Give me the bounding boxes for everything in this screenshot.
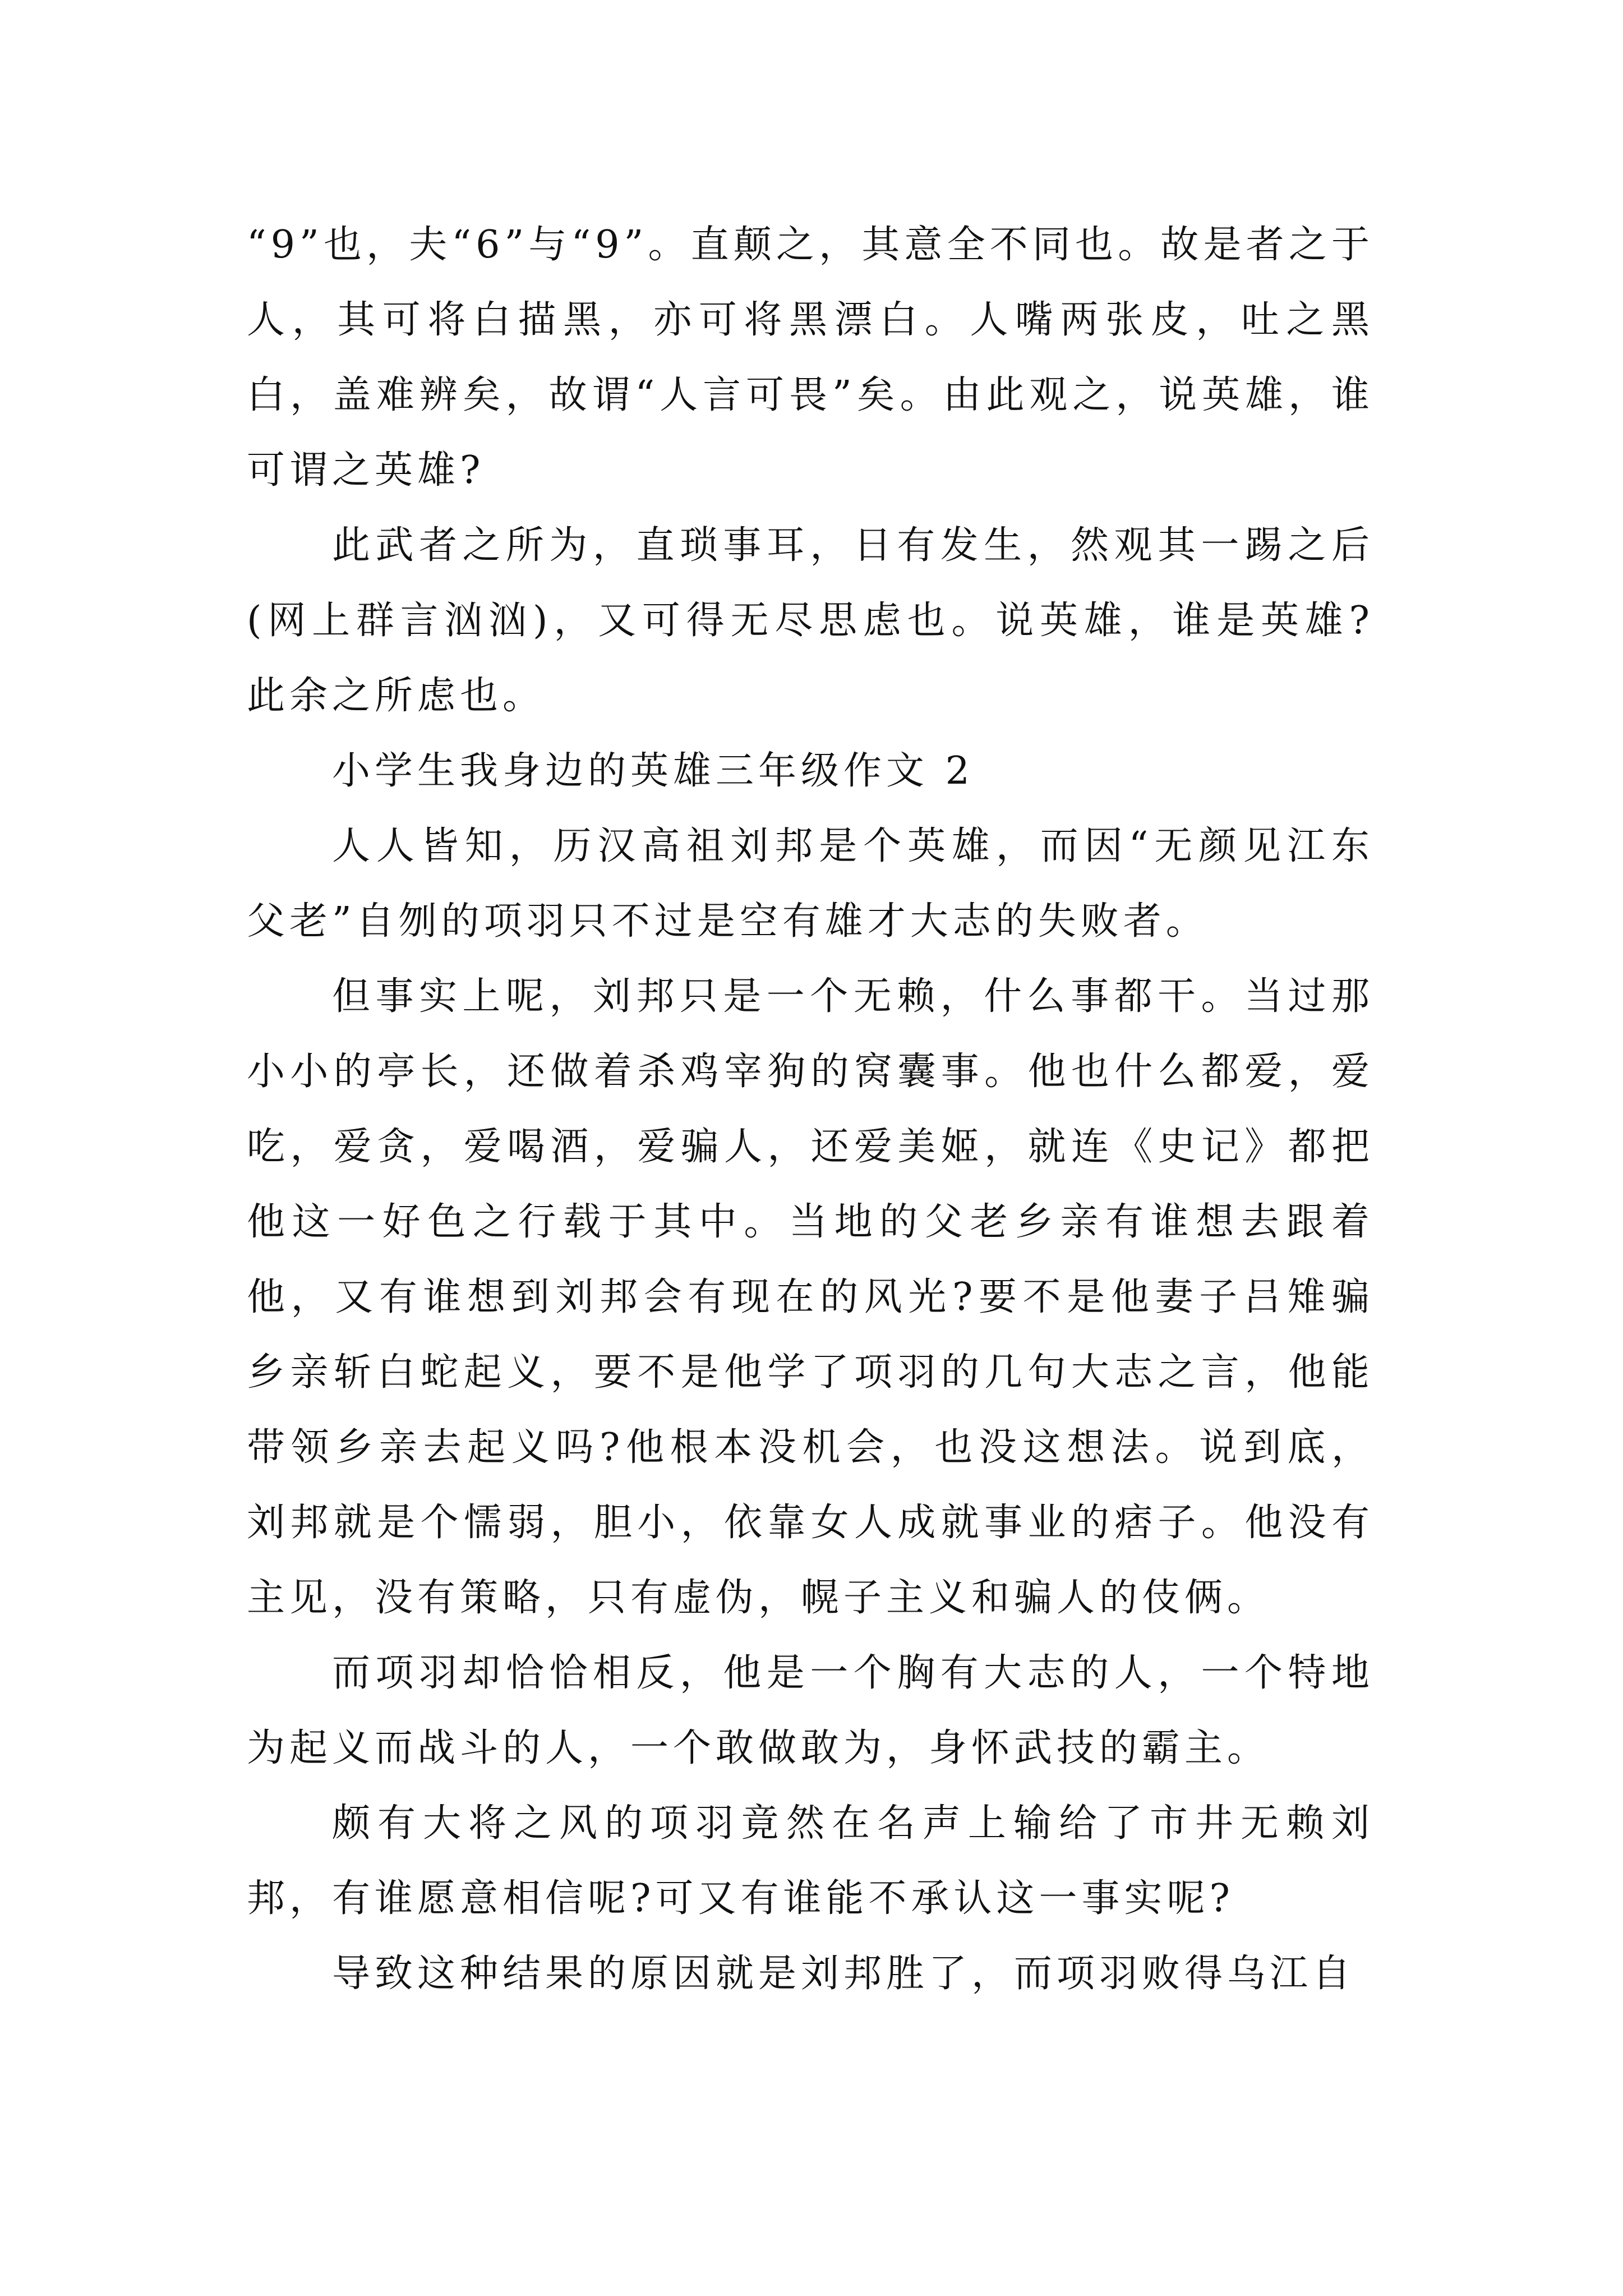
essay-subtitle: 小学生我身边的英雄三年级作文 2 bbox=[332, 749, 974, 793]
paragraph-7: 颇有大将之风的项羽竟然在名声上输给了市井无赖刘邦，有谁愿意相信呢?可又有谁能不承认这一事实呢? bbox=[247, 1801, 1374, 1921]
paragraph-1: “9”也，夫“6”与“9”。直颠之，其意全不同也。故是者之于人，其可将白描黑，亦可将黑漂白。人嘴两张皮，吐之黑白，盖难辨矣，故谓“人言可畏”矣。由此观之，说英雄，谁可谓之英雄? bbox=[247, 223, 1374, 493]
paragraph-4: 人人皆知，历汉高祖刘邦是个英雄，而因“无颜见江东父老”自刎的项羽只不过是空有雄才大志的失败者。 bbox=[247, 824, 1374, 944]
paragraph-8: 导致这种结果的原因就是刘邦胜了，而项羽败得乌江自 bbox=[332, 1952, 1355, 1996]
paragraph-2: 此武者之所为，直琐事耳，日有发生，然观其一踢之后(网上群言汹汹)，又可得无尽思虑也。说英雄，谁是英雄?此余之所虑也。 bbox=[247, 523, 1374, 718]
document-body bbox=[247, 208, 1374, 2012]
paragraph-5: 但事实上呢，刘邦只是一个无赖，什么事都干。当过那小小的亭长，还做着杀鸡宰狗的窝囊事。他也什么都爱，爱吃，爱贪，爱喝酒，爱骗人，还爱美姬，就连《史记》都把他这一好色之行载于其中。当地的父老乡亲有谁想去跟着他，又有谁想到刘邦会有现在的风光?要不是他妻子吕雉骗乡亲斩白蛇起义，要不是他学了项羽的几句大志之言，他能带领乡亲去起义吗?他根本没机会，也没这想法。说到底，刘邦就是个懦弱，胆小，依靠女人成就事业的痞子。他没有主见，没有策略，只有虚伪，幌子主义和骗人的伎俩。 bbox=[247, 974, 1374, 1620]
paragraph-6: 而项羽却恰恰相反，他是一个胸有大志的人，一个特地为起义而战斗的人，一个敢做敢为，身怀武技的霸主。 bbox=[247, 1651, 1374, 1770]
